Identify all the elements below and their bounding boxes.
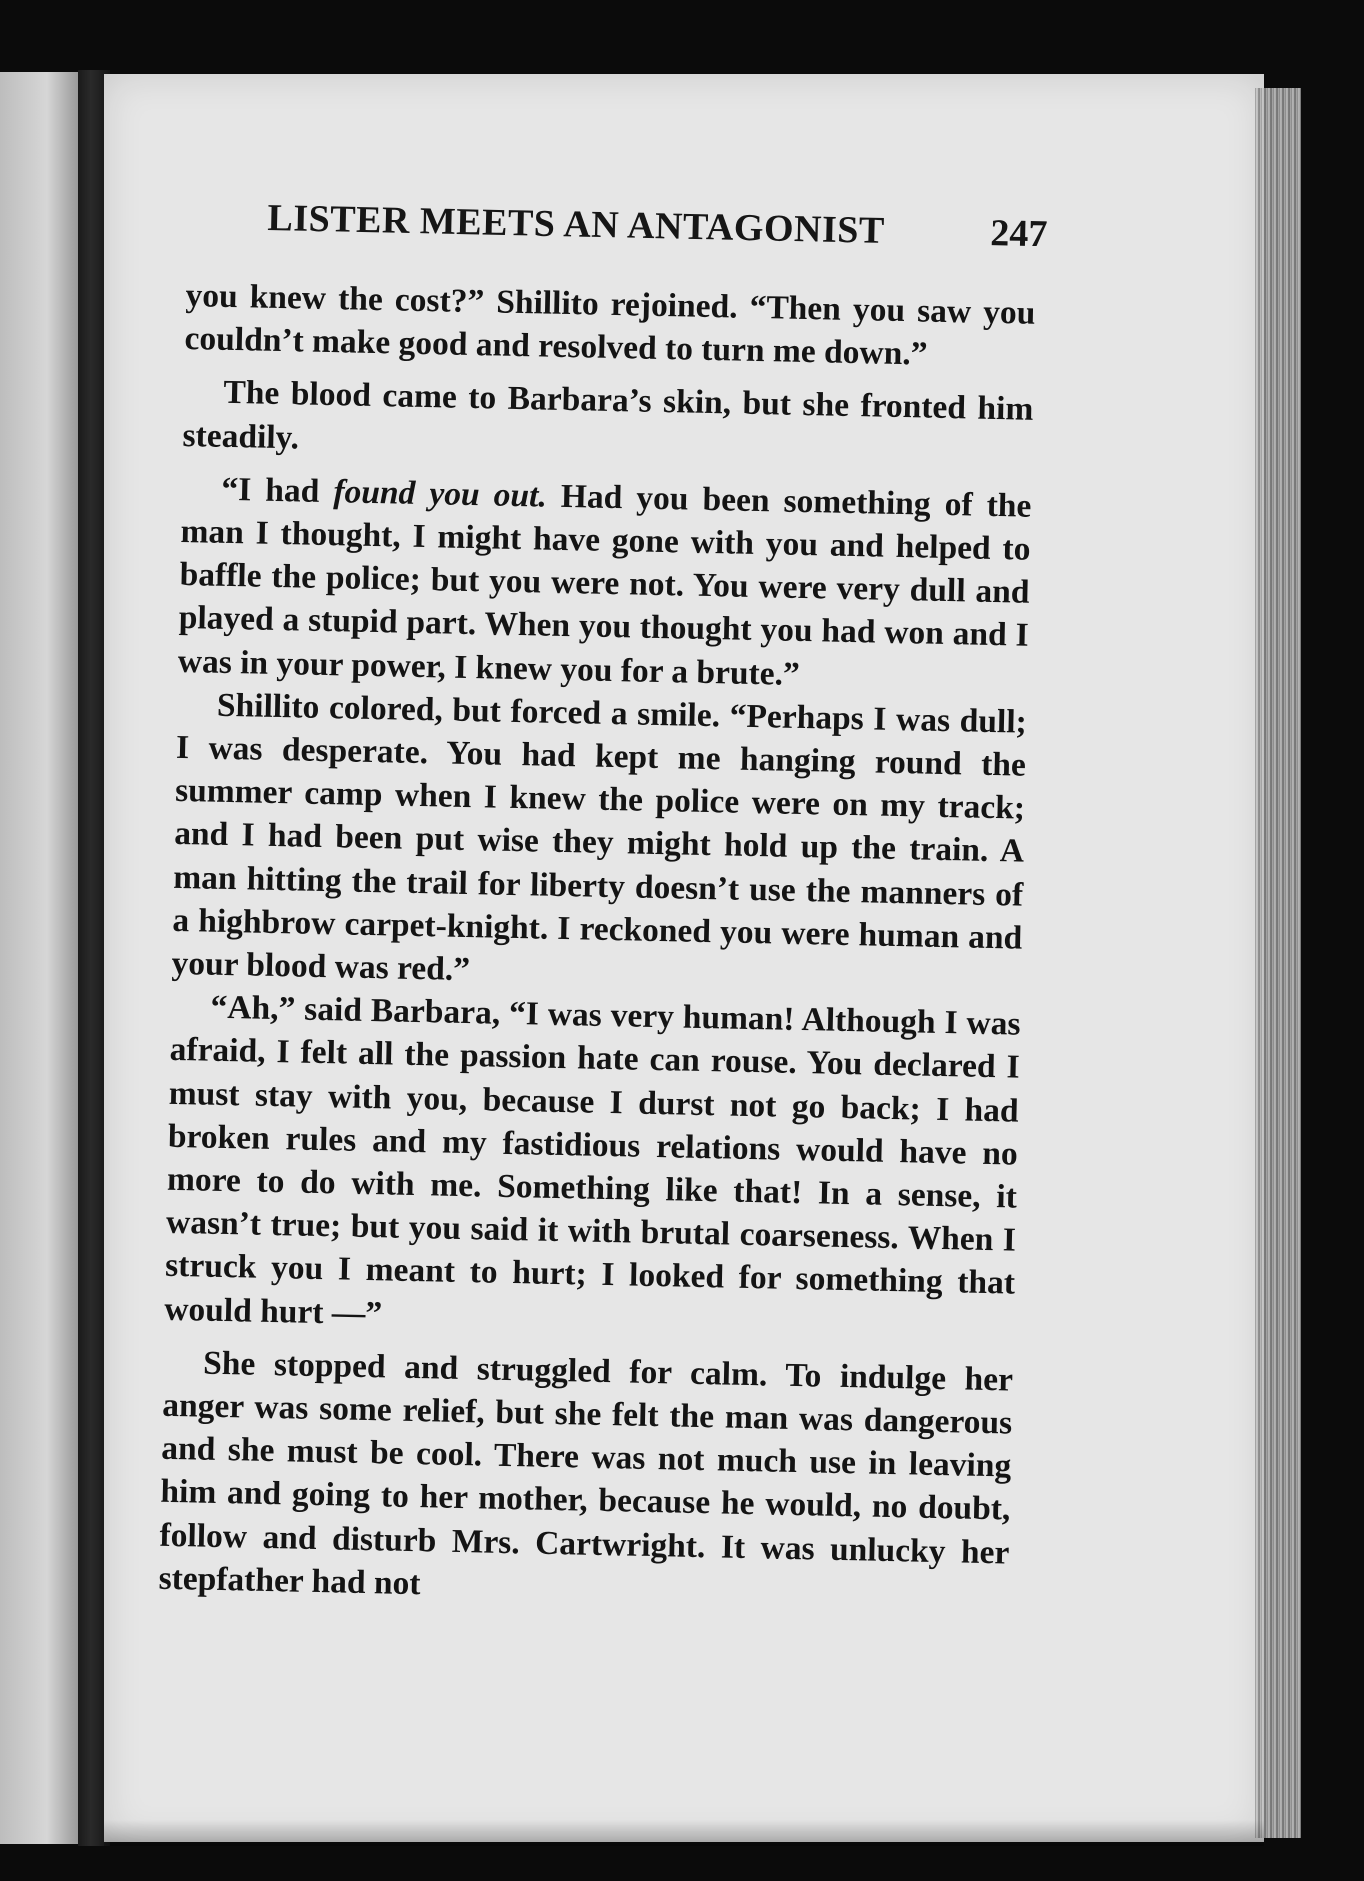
paragraph-4: Shillito colored, but forced a smile. “Perhaps I was dull; I was desperate. You had kept me hanging round the summer camp when I knew the police were on my track; and I had been put wise they might hold up the train. A man hitting the trail for liberty doesn’t use the manners of a highbrow carpet-knight. I reckoned you were human and your blood was red.” (171, 686, 1028, 989)
page-stack-edge (1255, 88, 1301, 1838)
paragraph-1: you knew the cost?” Shillito rejoined. “Then you saw you couldn’t make good and resolved to turn me down.” (184, 276, 1036, 373)
paragraph-3 (177, 467, 1031, 701)
running-title: LISTER MEETS AN ANTAGONIST (267, 196, 886, 252)
paragraph-5: “Ah,” said Barbara, “I was very human! Although I was afraid, I felt all the passion hate can rouse. You declared I must stay with you, because I durst not go back; I had broken rules and my fastidious relations would have no more to do with me. Something like that! In a sense, it wasn’t true; but you said it with brutal coarseness. When I struck you I meant to hurt; I looked for something that would hurt —” (163, 988, 1021, 1333)
paragraph-6: She stopped and struggled for calm. To indulge her anger was some relief, but she felt the man was dangerous and she must be cool. There was not much use in leaving him and going to her mother, because he would, no doubt, follow and disturb Mrs. Cartwright. It was unlucky her stepfather had not (158, 1344, 1014, 1603)
paragraph-2: The blood came to Barbara’s skin, but she fronted him steadily. (182, 374, 1034, 457)
page-number: 247 (989, 212, 1048, 256)
paragraph-3-open: “I had (221, 470, 334, 510)
paragraph-3-rest: Had you been something of the man I thought, I might have gone with you and helped to baffle the police; but you were not. You were very dull and played a stupid part. When you thought you had won and I was in your power, I knew you for a brute.” (177, 477, 1032, 693)
page-bottom-shadow (104, 1820, 1264, 1846)
body-text (158, 274, 1036, 1618)
paragraph-3-emphasis: found you out. (333, 472, 548, 515)
facing-page-edge (0, 72, 78, 1844)
